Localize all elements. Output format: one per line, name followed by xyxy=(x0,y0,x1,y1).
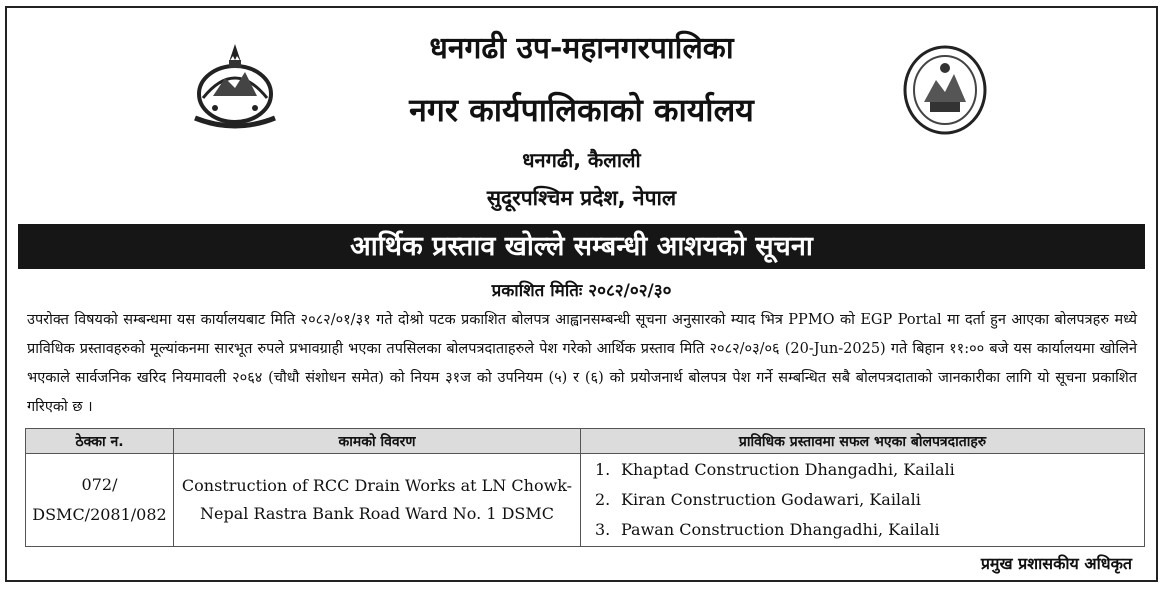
letterhead xyxy=(7,8,1156,208)
municipality-name: धनगढी उप-महानगरपालिका xyxy=(429,31,734,66)
office-province: सुदूरपश्चिम प्रदेश, नेपाल xyxy=(486,186,677,210)
bidder-number: 2. xyxy=(595,490,611,509)
bidder-list xyxy=(581,455,1144,545)
list-item xyxy=(595,455,1144,485)
bidder-number: 1. xyxy=(595,460,611,479)
bidder-number: 3. xyxy=(595,520,611,539)
contract-number-cell xyxy=(26,454,174,547)
header-contract-no: ठेक्का न. xyxy=(26,429,174,454)
work-description-line: Construction of RCC Drain Works at LN Chowk- xyxy=(181,476,573,495)
bidder-name: Khaptad Construction Dhangadhi, Kailali xyxy=(621,460,955,479)
bidders-cell xyxy=(581,454,1145,547)
list-item xyxy=(595,485,1144,515)
contract-number-line: DSMC/2081/082 xyxy=(32,505,167,524)
notice-title: आर्थिक प्रस्ताव खोल्ले सम्बन्धी आशयको सूचना xyxy=(18,224,1145,269)
notice-body: उपरोक्त विषयको सम्बन्धमा यस कार्यालयबाट मिति २०८२/०१/३१ गते दोश्रो पटक प्रकाशित बोलपत्र आह्वानसम्बन्धी सूचना अनुसारको म्याद भित्र PPMO को EGP Portal मा दर्ता हुन आएका बोलपत्रहरु मध्ये प्राविधिक प्रस्तावहरुको मूल्यांकनमा सारभूत रुपले प्रभावग्राही भएका तपसिलका बोलपत्रदाताहरुले पेश गरेको आर्थिक प्रस्ताव मिति २०८२/०३/०६ (20-Jun-2025) गते बिहान ११:०० बजे यस कार्यालयमा खोलिने भएकाले सार्वजनिक खरिद नियमावली २०६४ (चौधौ संशोधन समेत) को नियम ३१ज को उपनियम (५) र (६) को प्रयोजनार्थ बोलपत्र पेश गर्ने सम्बन्धित सबै बोलपत्रदाताको जानकारीका लागि यो सूचना प्रकाशित गरिएको छ । xyxy=(27,312,1137,415)
signatory-title: प्रमुख प्रशासकीय अधिकृत xyxy=(980,554,1132,573)
header-work-description: कामको विवरण xyxy=(174,429,581,454)
work-description-line: Nepal Rastra Bank Road Ward No. 1 DSMC xyxy=(199,504,555,523)
table-row xyxy=(26,454,1145,547)
header-successful-bidders: प्राविधिक प्रस्तावमा सफल भएका बोलपत्रदाताहरु xyxy=(581,429,1145,454)
office-name: नगर कार्यपालिकाको कार्यालय xyxy=(409,91,754,129)
tender-table xyxy=(25,428,1145,547)
published-date: प्रकाशित मितिः २०८२/०२/३० xyxy=(491,281,672,301)
table-header-row xyxy=(26,429,1145,454)
office-location: धनगढी, कैलाली xyxy=(522,148,641,172)
bidder-name: Pawan Construction Dhangadhi, Kailali xyxy=(621,520,940,539)
work-description-cell xyxy=(174,454,581,547)
notice-page xyxy=(5,6,1158,582)
bidder-name: Kiran Construction Godawari, Kailali xyxy=(621,490,921,509)
contract-number-line: 072/ xyxy=(81,475,118,494)
list-item xyxy=(595,515,1144,545)
